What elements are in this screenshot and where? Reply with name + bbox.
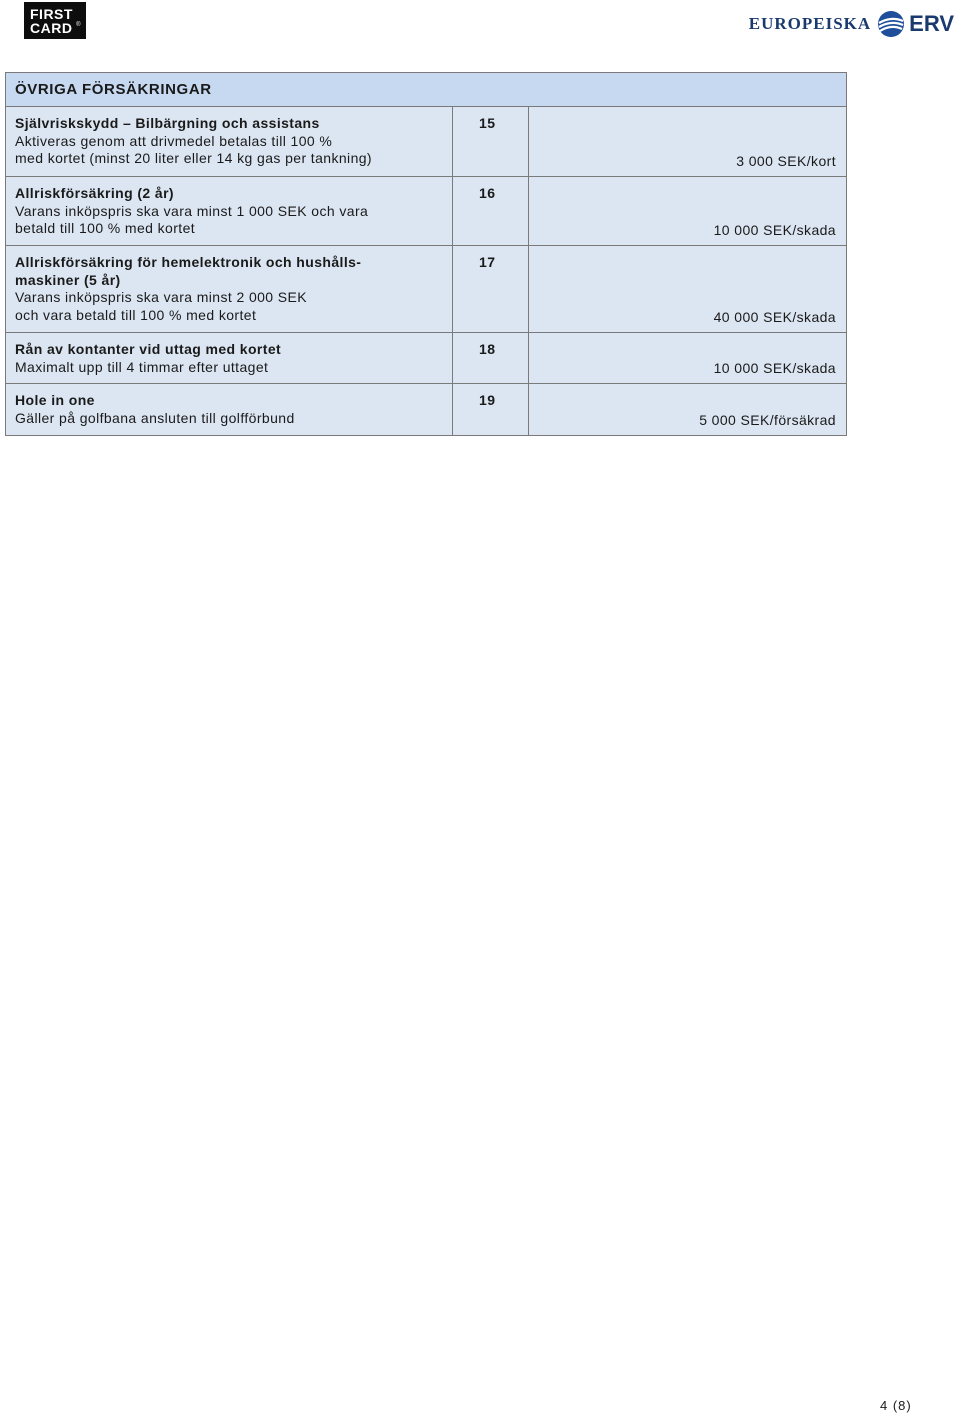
row-amount-cell (528, 177, 846, 246)
europeiska-logo-text: EUROPEISKA (748, 14, 872, 33)
row-amount-cell (528, 333, 846, 384)
page-number: 4 (8) (880, 1398, 912, 1413)
row-description (6, 333, 453, 384)
row-line: Gäller på golfbana ansluten till golfförbund (15, 409, 295, 426)
row-description (6, 177, 453, 246)
row-line: Aktiveras genom att drivmedel betalas till 100 % (15, 132, 333, 149)
row-amount: 10 000 SEK/skada (713, 360, 836, 376)
first-card-logo (24, 2, 86, 39)
erv-logo-text: ERV (909, 11, 954, 36)
row-amount-cell (528, 246, 846, 333)
row-amount-cell (528, 107, 846, 177)
row-title: Självriskskydd – Bilbärgning och assistans (15, 115, 320, 131)
insurance-table (5, 72, 847, 436)
row-line: Maximalt upp till 4 timmar efter uttaget (15, 358, 269, 375)
row-amount: 5 000 SEK/försäkrad (699, 412, 836, 428)
row-amount-cell (528, 384, 846, 436)
row-description (6, 107, 453, 177)
table-row (6, 107, 847, 177)
table-heading: ÖVRIGA FÖRSÄKRINGAR (6, 73, 847, 107)
row-amount: 40 000 SEK/skada (713, 309, 836, 325)
row-line: med kortet (minst 20 liter eller 14 kg gas per tankning) (15, 150, 372, 166)
row-title-continued: maskiner (5 år) (15, 271, 121, 288)
table-heading-row (6, 73, 847, 107)
row-title: Allriskförsäkring för hemelektronik och hushålls- (15, 254, 362, 270)
row-line: och vara betald till 100 % med kortet (15, 306, 257, 323)
globe-icon (877, 10, 905, 38)
row-line: Varans inköpspris ska vara minst 2 000 SEK (15, 289, 308, 305)
row-reference: 16 (453, 177, 529, 246)
table-row (6, 177, 847, 246)
europeiska-erv-logo (749, 8, 954, 40)
row-reference: 17 (453, 246, 529, 333)
row-title: Allriskförsäkring (2 år) (15, 185, 174, 201)
row-reference: 15 (453, 107, 529, 177)
row-description (6, 384, 453, 436)
row-description (6, 246, 453, 333)
row-title: Hole in one (15, 392, 95, 408)
table-row (6, 384, 847, 436)
table-row (6, 246, 847, 333)
row-line: Varans inköpspris ska vara minst 1 000 SEK och vara (15, 202, 369, 219)
table-row (6, 333, 847, 384)
logo-line-card: CARD (30, 20, 73, 36)
row-reference: 19 (453, 384, 529, 436)
row-reference: 18 (453, 333, 529, 384)
row-title: Rån av kontanter vid uttag med kortet (15, 341, 282, 357)
row-amount: 10 000 SEK/skada (713, 222, 836, 238)
row-line: betald till 100 % med kortet (15, 220, 196, 236)
logo-line-first: FIRST (30, 6, 73, 22)
row-amount: 3 000 SEK/kort (736, 153, 836, 169)
logo-registered-mark: ® (76, 22, 81, 28)
